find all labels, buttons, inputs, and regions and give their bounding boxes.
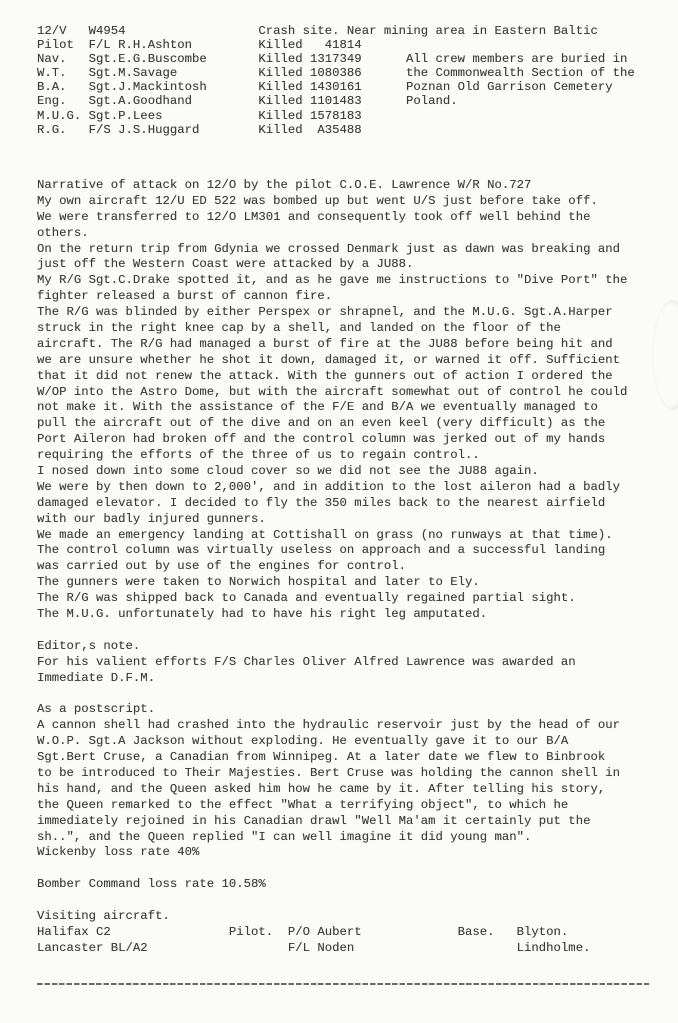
text-line: Visiting aircraft. <box>37 909 170 923</box>
text-line: My own aircraft 12/U ED 522 was bombed up but went U/S just before take off. <box>37 193 598 208</box>
dashed-divider-line <box>37 983 649 985</box>
text-line: was carried out by use of the engines for control. <box>37 559 406 574</box>
text-line: that it did not renew the attack. With the gunners out of action I ordered the <box>37 368 613 383</box>
text-line: his hand, and the Queen asked him how he came by it. After telling his story, <box>37 781 606 796</box>
text-line: Immediate D.F.M. <box>37 670 156 685</box>
text-line: We made an emergency landing at Cottishall on grass (no runways at that time). <box>37 527 613 542</box>
scan-artifact <box>652 300 678 410</box>
text-line: Narrative of attack on 12/O by the pilot C.O.E. Lawrence W/R No.727 <box>37 178 532 192</box>
visiting-aircraft-table <box>37 909 590 957</box>
text-line: We were by then down to 2,000', and in addition to the lost aileron had a badly <box>37 479 620 494</box>
text-line: A cannon shell had crashed into the hydraulic reservoir just by the head of our <box>37 718 620 733</box>
text-line: The gunners were taken to Norwich hospital and later to Ely. <box>37 575 480 590</box>
text-line: Port Aileron had broken off and the control column was jerked out of my hands <box>37 432 606 447</box>
text-line: the Queen remarked to the effect "What a terrifying object", to which he <box>37 797 569 812</box>
text-line: Editor,s note. <box>37 638 141 653</box>
text-line: 12/V W4954 Crash site. Near mining area in Eastern Baltic <box>37 24 598 38</box>
text-line: Bomber Command loss rate 10.58% <box>37 877 266 892</box>
text-line: W.O.P. Sgt.A Jackson without exploding. He eventually gave it to our B/A <box>37 734 569 749</box>
text-line: we are unsure whether he shot it down, damaged it, or warned it off. Sufficient <box>37 352 620 367</box>
text-line: I nosed down into some cloud cover so we did not see the JU88 again. <box>37 464 539 479</box>
text-line: fighter released a burst of cannon fire. <box>37 289 333 304</box>
text-line: struck in the right knee cap by a shell, and landed on the floor of the <box>37 321 561 336</box>
text-line: not make it. With the assistance of the F/E and B/A we eventually managed to <box>37 400 598 415</box>
text-line: On the return trip from Gdynia we crossed Denmark just as dawn was breaking and <box>37 241 620 256</box>
text-line: W/OP into the Astro Dome, but with the aircraft somewhat out of control he could <box>37 384 628 399</box>
text-line: As a postscript. <box>37 702 156 717</box>
text-line: sh..", and the Queen replied "I can well imagine it did young man". <box>37 829 532 844</box>
text-line: Wickenby loss rate 40% <box>37 845 200 860</box>
text-line: Nav. Sgt.E.G.Buscombe Killed 1317349 All crew members are buried in <box>37 52 628 67</box>
text-line: damaged elevator. I decided to fly the 350 miles back to the nearest airfield <box>37 495 606 510</box>
text-line: R.G. F/S J.S.Huggard Killed A35488 <box>37 122 362 137</box>
text-line: Lancaster BL/A2 F/L Noden Lindholme. <box>37 940 591 955</box>
text-line: others. <box>37 225 89 240</box>
text-line <box>37 623 627 639</box>
text-line: with our badly injured gunners. <box>37 511 266 526</box>
text-line: We were transferred to 12/O LM301 and consequently took off well behind the <box>37 209 591 224</box>
text-line: W.T. Sgt.M.Savage Killed 1080386 the Commonwealth Section of the <box>37 66 635 81</box>
text-line: The control column was virtually useless on approach and a successful landing <box>37 543 606 558</box>
text-line: to be introduced to Their Majesties. Bert Cruse was holding the cannon shell in <box>37 765 620 780</box>
text-line: aircraft. The R/G had managed a burst of fire at the JU88 before being hit and <box>37 336 613 351</box>
text-line: For his valient efforts F/S Charles Oliver Alfred Lawrence was awarded an <box>37 654 576 669</box>
text-line: Sgt.Bert Cruse, a Canadian from Winnipeg. At a later date we flew to Binbrook <box>37 750 606 765</box>
text-line: immediately rejoined in his Canadian drawl "Well Ma'am it certainly put the <box>37 813 591 828</box>
crew-roster-table <box>37 24 635 137</box>
text-line: The R/G was shipped back to Canada and eventually regained partial sight. <box>37 591 576 606</box>
text-line: just off the Western Coast were attacked by a JU88. <box>37 257 414 272</box>
text-line: Pilot F/L R.H.Ashton Killed 41814 <box>37 38 362 53</box>
text-line: requiring the efforts of the three of us to regain control.. <box>37 448 480 463</box>
text-line: Halifax C2 Pilot. P/O Aubert Base. Blyton. <box>37 924 569 939</box>
text-line: M.U.G. Sgt.P.Lees Killed 1578183 <box>37 108 362 123</box>
text-line: The R/G was blinded by either Perspex or shrapnel, and the M.U.G. Sgt.A.Harper <box>37 305 613 320</box>
text-line: B.A. Sgt.J.Mackintosh Killed 1430161 Poznan Old Garrison Cemetery <box>37 80 613 95</box>
text-line: My R/G Sgt.C.Drake spotted it, and as he gave me instructions to "Dive Port" the <box>37 273 628 288</box>
text-line: Eng. Sgt.A.Goodhand Killed 1101483 Poland. <box>37 94 458 109</box>
text-line <box>37 687 627 703</box>
text-line <box>37 861 627 877</box>
narrative-text <box>37 178 627 893</box>
text-line: pull the aircraft out of the dive and on an even keel (very difficult) as the <box>37 416 606 431</box>
text-line: The M.U.G. unfortunately had to have his right leg amputated. <box>37 607 488 622</box>
